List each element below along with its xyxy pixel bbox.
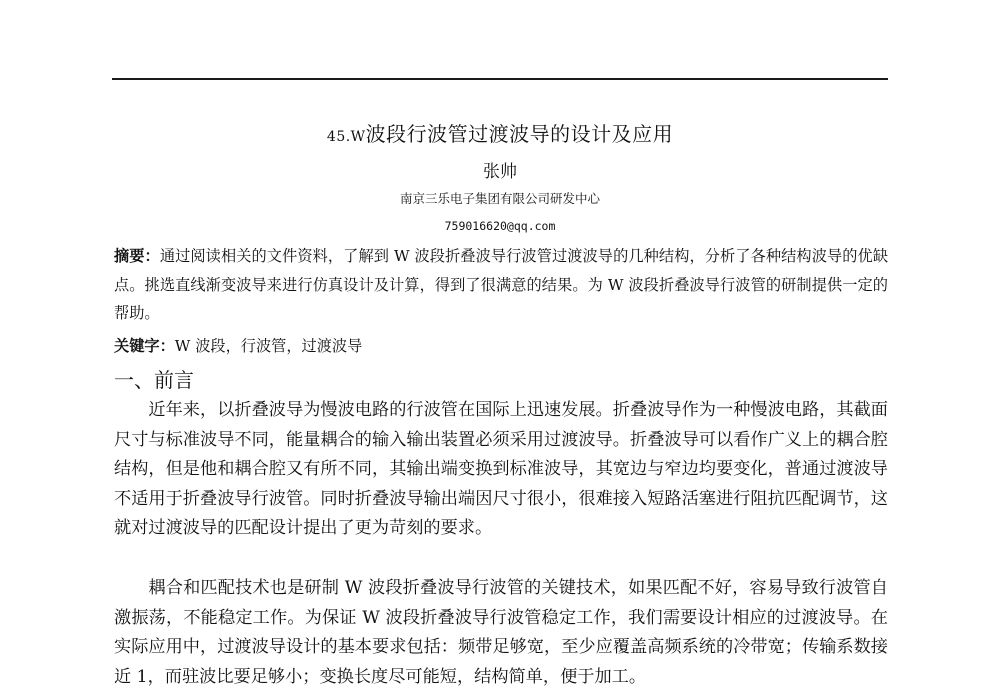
keywords-label: 关键字： xyxy=(114,337,175,355)
author-name: 张帅 xyxy=(483,162,517,182)
author-affiliation: 南京三乐电子集团有限公司研发中心 xyxy=(399,191,600,206)
keywords xyxy=(114,334,888,358)
abstract-text: 通过阅读相关的文件资料，了解到 W 波段折叠波导行波管过渡波导的几种结构，分析了各种结构波导的优缺点。挑选直线渐变波导来进行仿真设计及计算，得到了很满意的结果。为 W 波段折叠波导行波管的研制提供一定的帮助。 xyxy=(114,247,889,322)
keywords-text: W 波段，行波管，过渡波导 xyxy=(174,337,363,355)
header-rule xyxy=(112,78,888,80)
body-paragraph-2: 耦合和匹配技术也是研制 W 波段折叠波导行波管的关键技术，如果匹配不好，容易导致行波管自激振荡，不能稳定工作。为保证 W 波段折叠波导行波管稳定工作，我们需要设计相应的过渡波导。在实际应用中，过渡波导设计的基本要求包括：频带足够宽，至少应覆盖高频系统的冷带宽；传输系数接近 1，而驻波比要足够小；变换长度尽可能短，结构简单，便于加工。 xyxy=(114,578,888,687)
paper-title-number: 45.W xyxy=(326,129,366,145)
section-heading-introduction: 一、前言 xyxy=(114,368,194,392)
author-email: 759016620@qq.com xyxy=(444,219,556,233)
body-paragraph-1: 近年来，以折叠波导为慢波电路的行波管在国际上迅速发展。折叠波导作为一种慢波电路，其截面尺寸与标准波导不同，能量耦合的输入输出装置必须采用过渡波导。折叠波导可以看作广义上的耦合腔结构，但是他和耦合腔又有所不同，其输出端变换到标准波导，其宽边与窄边均要变化，普通过渡波导不适用于折叠波导行波管。同时折叠波导输出端因尺寸很小，很难接入短路活塞进行阻抗匹配调节，这就对过渡波导的匹配设计提出了更为苛刻的要求。 xyxy=(114,400,888,538)
paper-title xyxy=(0,120,1000,151)
abstract xyxy=(114,242,888,328)
abstract-label: 摘要： xyxy=(114,247,160,265)
paper-title-text: 波段行波管过渡波导的设计及应用 xyxy=(365,122,674,146)
